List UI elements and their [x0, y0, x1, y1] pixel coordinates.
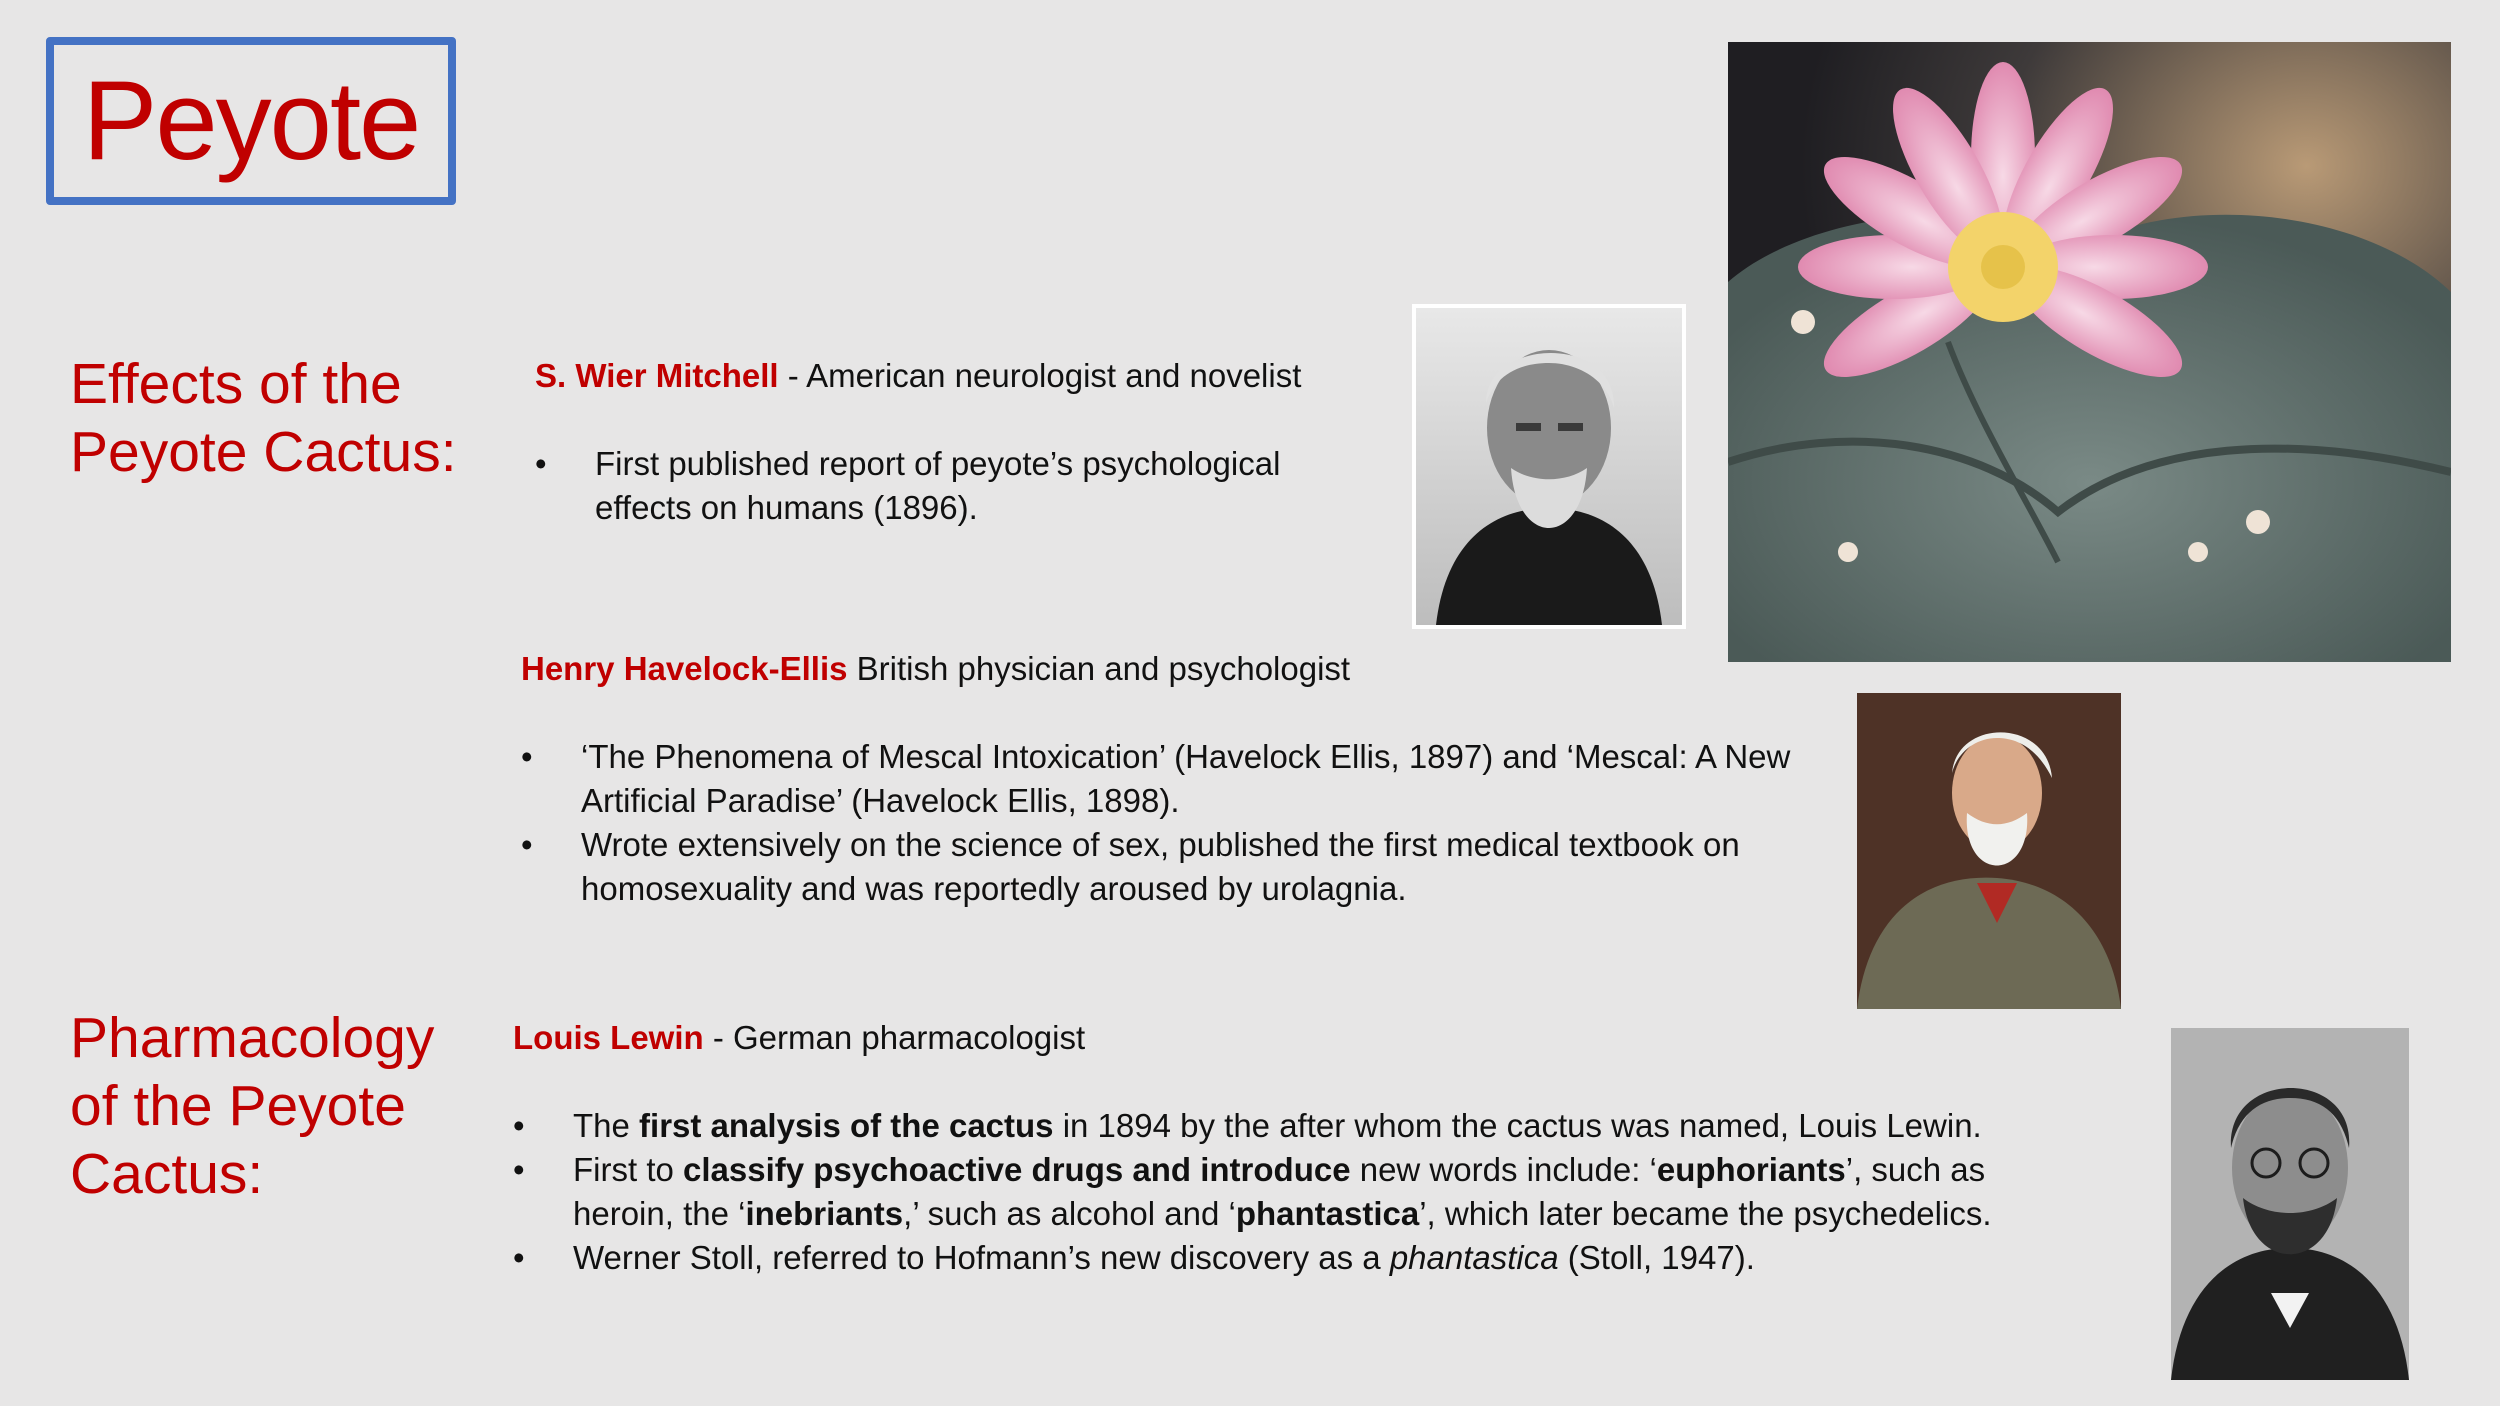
effects-heading: Effects of the Peyote Cactus: — [70, 352, 457, 484]
portrait-photo-icon-2 — [2171, 1028, 2409, 1380]
mitchell-name: S. Wier Mitchell — [535, 357, 779, 394]
ellis-bullets — [521, 735, 1811, 911]
lewin-name: Louis Lewin — [513, 1019, 704, 1056]
portrait-painting-icon — [1857, 693, 2121, 1009]
list-item: • First to classify psychoactive drugs and introduce new words include: ‘euphoriants’, such as heroin, the ‘inebriants,’ such as alcohol and ‘phantastica’, which later became the psychedelics. — [513, 1148, 2003, 1236]
list-item: • Wrote extensively on the science of sex, published the first medical textbook on homosexuality and was reportedly aroused by urolagnia. — [521, 823, 1811, 911]
ellis-portrait-painting — [1857, 693, 2121, 1009]
peyote-flower-photo-icon — [1728, 42, 2451, 662]
lewin-header — [513, 1016, 1085, 1060]
ellis-desc: British physician and psychologist — [847, 650, 1351, 687]
mitchell-portrait-photo — [1412, 304, 1686, 629]
lewin-portrait-photo — [2171, 1028, 2409, 1380]
title-box — [46, 37, 456, 205]
mitchell-bullets — [535, 442, 1335, 530]
ellis-name: Henry Havelock-Ellis — [521, 650, 848, 687]
portrait-photo-icon — [1416, 308, 1682, 625]
ellis-header — [521, 647, 1350, 691]
list-item: • Werner Stoll, referred to Hofmann’s new discovery as a phantastica (Stoll, 1947). — [513, 1236, 2003, 1280]
list-item: • ‘The Phenomena of Mescal Intoxication’ (Havelock Ellis, 1897) and ‘Mescal: A New Artificial Paradise’ (Havelock Ellis, 1898). — [521, 735, 1811, 823]
peyote-cactus-photo — [1728, 42, 2451, 662]
lewin-desc: - German pharmacologist — [703, 1019, 1086, 1056]
mitchell-header — [535, 354, 1301, 398]
mitchell-desc: - American neurologist and novelist — [778, 357, 1302, 394]
list-item: • First published report of peyote’s psychological effects on humans (1896). — [535, 442, 1335, 530]
page-title: Peyote — [82, 58, 420, 183]
list-item: • The first analysis of the cactus in 1894 by the after whom the cactus was named, Louis Lewin. — [513, 1104, 2003, 1148]
pharmacology-heading: Pharmacology of the Peyote Cactus: — [70, 1006, 435, 1206]
lewin-bullets — [513, 1104, 2003, 1280]
